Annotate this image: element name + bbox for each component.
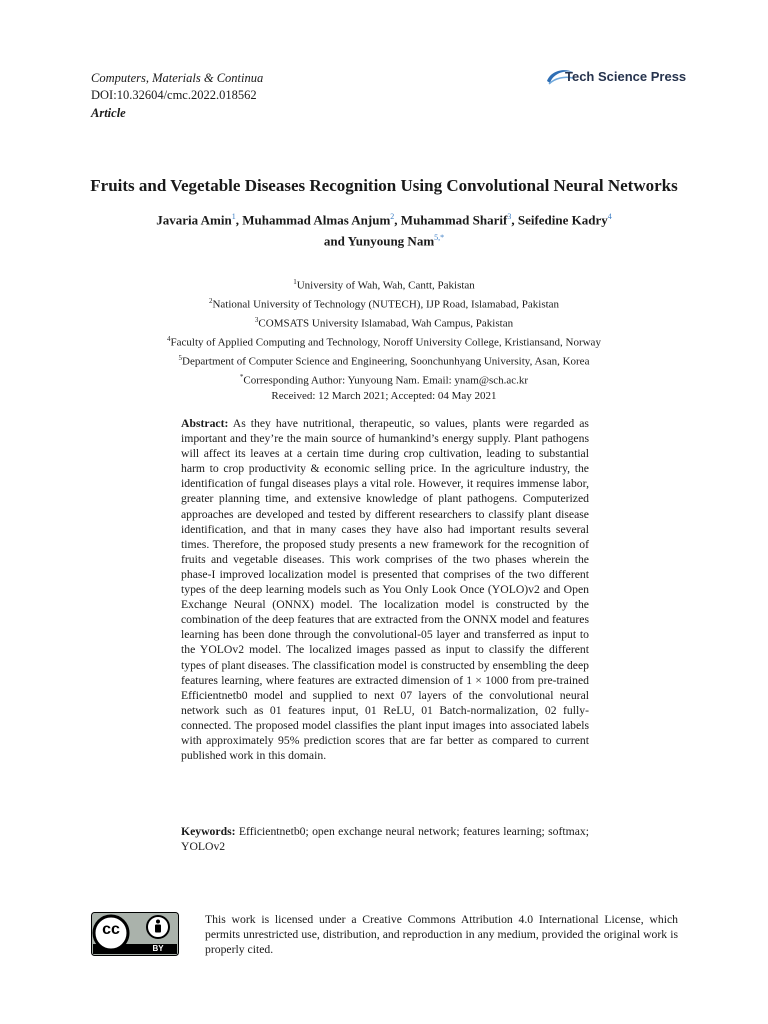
author-list	[60, 208, 708, 251]
abstract-text: As they have nutritional, therapeutic, so values, plants were regarded as important and they’re the main source of humankind’s energy supply. Plant pathogens will affect its leaves at a certain time during crop cultivation, leading to substantial harm to crop productivity & economic selling price. In the agriculture industry, the identification of fungal diseases plays a vital role. However, it requires immense labor, greater planning time, and extensive knowledge of plant pathogens. Computerized approaches are developed and tested by different researchers to classify plant disease identification, and that in many cases they have also had important results several times. Therefore, the proposed study presents a new framework for the recognition of fruits and vegetable diseases. This work comprises of the two phases wherein the phase-I improved localization model is presented that comprises of the two different types of the deep learning models such as You Only Look Once (YOLO)v2 and Open Exchange Neural (ONNX) model. The localization model is constructed by the combination of the deep features that are extracted from the ONNX model and features learning has been done through the convolutional-05 layer and transferred as input to the YOLOv2 model. The localized images passed as input to classify the different types of plant diseases. The classification model is constructed by ensembling the deep features learning, where features are extracted dimension of 1 × 1000 from pre-trained Efficientnetb0 model and supplied to next 07 layers of the convolutional neural network such as 01 features input, 01 ReLU, 01 Batch-normalization, 02 fully-connected. The proposed model classifies the plant input images into associated labels with approximately 95% prediction scores that are far better as compared to current published work in this domain.	[181, 417, 589, 763]
author-separator: ,	[235, 212, 243, 228]
author-affil-sup: 2	[390, 212, 395, 221]
author-name: Seifedine Kadry	[517, 212, 608, 228]
affiliation-item	[40, 275, 728, 294]
affiliation-sup: 4	[167, 335, 171, 344]
affiliation-text: Department of Computer Science and Engineering, Soonchunhyang University, Asan, Korea	[182, 355, 590, 368]
by-badge-text: BY	[152, 944, 164, 953]
author-line-2	[60, 229, 708, 250]
affiliation-item	[40, 351, 728, 370]
author-name: Muhammad Sharif	[400, 212, 508, 228]
affiliation-sup: *	[239, 373, 244, 382]
corresponding-author	[40, 370, 728, 389]
affiliation-text: COMSATS University Islamabad, Wah Campus, Pakistan	[258, 317, 514, 330]
author-affil-sup: 5,*	[434, 233, 445, 243]
affiliation-text: National University of Technology (NUTECH), IJP Road, Islamabad, Pakistan	[212, 298, 560, 311]
affiliation-sup: 3	[254, 316, 259, 325]
keywords-text: Efficientnetb0; open exchange neural network; features learning; softmax; YOLOv2	[181, 825, 590, 854]
keywords	[181, 824, 589, 854]
author-line-1	[60, 208, 708, 229]
author-name: and Yunyoung Nam	[323, 233, 435, 249]
affiliation-list	[40, 275, 728, 405]
journal-name: Computers, Materials & Continua	[91, 71, 264, 85]
author-affil-sup: 1	[231, 212, 236, 221]
keywords-label: Keywords:	[181, 825, 236, 838]
paper-title: Fruits and Vegetable Diseases Recognition Using Convolutional Neural Networks	[90, 176, 678, 195]
license-text: This work is licensed under a Creative Commons Attribution 4.0 International License, which permits unrestricted use, distribution, and reproduction in any medium, provided the original work is properly cited.	[205, 913, 678, 957]
author-name: Javaria Amin	[156, 212, 232, 228]
affiliation-sup: 2	[208, 297, 213, 306]
author-affil-sup: 3	[507, 212, 512, 221]
affiliation-text: Faculty of Applied Computing and Technology, Noroff University College, Kristiansand, Norway	[170, 336, 601, 349]
author-affil-sup: 4	[607, 212, 612, 221]
cc-by-license-badge[interactable]	[91, 912, 179, 956]
abstract-label: Abstract:	[181, 417, 229, 430]
received-accepted-dates: Received: 12 March 2021; Accepted: 04 May 2021	[271, 390, 497, 403]
corresponding-author-text: Corresponding Author: Yunyoung Nam. Email: ynam@sch.ac.kr	[243, 374, 529, 387]
article-type: Article	[91, 106, 126, 120]
affiliation-sup: 1	[293, 278, 297, 286]
affiliation-sup: 5	[178, 354, 183, 363]
affiliation-item	[40, 313, 728, 332]
affiliation-text: University of Wah, Wah, Cantt, Pakistan	[296, 279, 475, 292]
author-separator: ,	[394, 212, 401, 228]
cc-badge-text: cc	[102, 921, 120, 938]
affiliation-item	[40, 294, 728, 313]
author-name: Muhammad Almas Anjum	[242, 212, 391, 228]
abstract	[181, 416, 589, 763]
affiliation-item	[40, 332, 728, 351]
author-separator: ,	[511, 212, 518, 228]
doi: DOI:10.32604/cmc.2022.018562	[91, 88, 257, 102]
publisher-name: Tech Science Press	[565, 69, 687, 84]
publisher-logo	[545, 66, 685, 88]
